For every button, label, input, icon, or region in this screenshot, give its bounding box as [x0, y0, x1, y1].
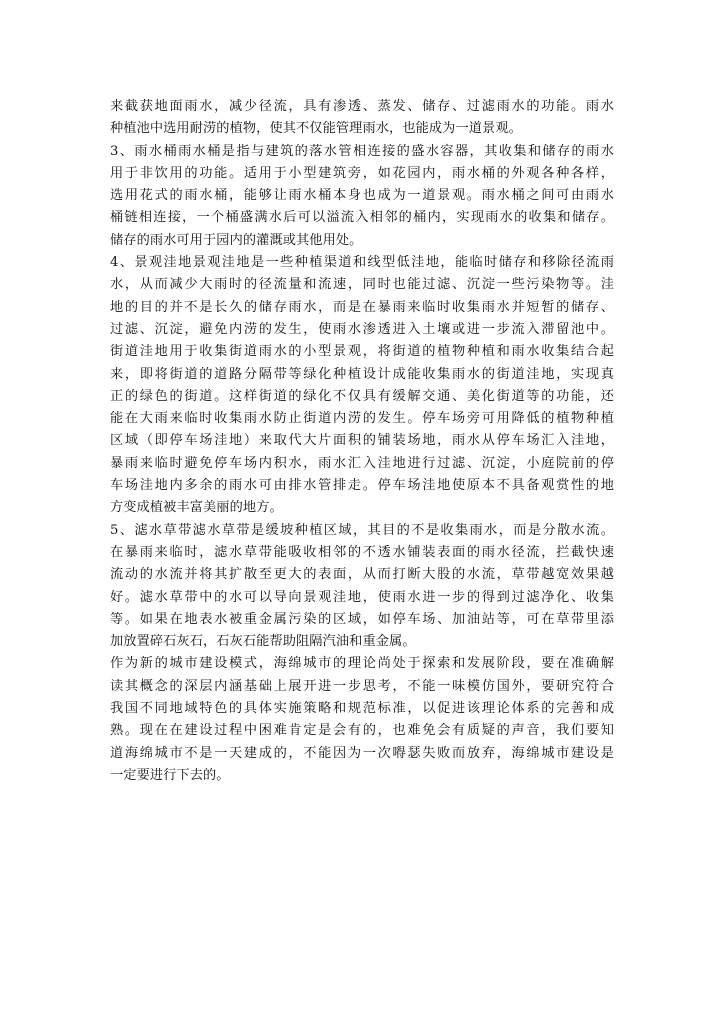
text-line: 选用花式的雨水桶，能够让雨水桶本身也成为一道景观。雨水桶之间可由雨水	[110, 188, 614, 204]
text-line: 5、滤水草带滤水草带是缓坡种植区域，其目的不是收集雨水，而是分散水流。	[110, 522, 614, 538]
text-line: 好。滤水草带中的水可以导向景观洼地，使雨水进一步的得到过滤净化、收集	[110, 589, 614, 605]
text-line: 道海绵城市不是一天建成的，不能因为一次嘚瑟失败而放弃，海绵城市建设是	[110, 745, 614, 761]
text-line: 过滤、沉淀，避免内涝的发生，使雨水渗透进入土壤或进一步流入滞留池中。	[110, 321, 614, 337]
text-line: 加放置碎石灰石，石灰石能帮助阻隔汽油和重金属。	[110, 634, 416, 650]
text-line: 车场洼地内多余的雨水可由排水管排走。停车场洼地使原本不具备观赏性的地	[110, 478, 614, 494]
text-line: 等。如果在地表水被重金属污染的区域，如停车场、加油站等，可在草带里添	[110, 611, 614, 627]
text-line: 在暴雨来临时，滤水草带能吸收相邻的不透水铺装表面的雨水径流，拦截快速	[110, 544, 614, 560]
text-line: 区域（即停车场洼地）来取代大片面积的铺装场地，雨水从停车场汇入洼地，	[110, 433, 614, 449]
text-line: 桶链相连接，一个桶盛满水后可以溢流入相邻的桶内，实现雨水的收集和储存。	[110, 210, 614, 226]
text-line: 储存的雨水可用于园内的灌溉或其他用处。	[110, 232, 363, 248]
text-line: 熟。现在在建设过程中困难肯定是会有的，也难免会有质疑的声音，我们要知	[110, 723, 614, 739]
text-line: 作为新的城市建设模式，海绵城市的理论尚处于探索和发展阶段，要在准确解	[110, 656, 614, 672]
text-line: 3、雨水桶雨水桶是指与建筑的落水管相连接的盛水容器，其收集和储存的雨水	[110, 143, 614, 159]
document-page	[110, 96, 614, 787]
text-line: 暴雨来临时避免停车场内积水，雨水汇入洼地进行过滤、沉淀，小庭院前的停	[110, 455, 614, 471]
text-line: 来截获地面雨水，减少径流，具有渗透、蒸发、储存、过滤雨水的功能。雨水	[110, 99, 614, 114]
text-line: 种植池中选用耐涝的植物，使其不仅能管理雨水，也能成为一道景观。	[110, 121, 522, 137]
text-line: 一定要进行下去的。	[110, 767, 230, 783]
text-line: 4、景观洼地景观洼地是一些种植渠道和线型低洼地，能临时储存和移除径流雨	[110, 255, 614, 271]
text-line: 能在大雨来临时收集雨水防止街道内涝的发生。停车场旁可用降低的植物种植	[110, 411, 614, 427]
text-line: 我国不同地域特色的具体实施策略和规范标准，以促进该理论体系的完善和成	[110, 701, 614, 717]
text-line: 用于非饮用的功能。适用于小型建筑旁，如花园内，雨水桶的外观各种各样，	[110, 165, 614, 181]
text-line: 街道洼地用于收集街道雨水的小型景观，将街道的植物种植和雨水收集结合起	[110, 344, 614, 360]
text-line: 读其概念的深层内涵基础上展开进一步思考，不能一味模仿国外，要研究符合	[110, 678, 614, 694]
text-line: 地的目的并不是长久的储存雨水，而是在暴雨来临时收集雨水并短暂的储存、	[110, 299, 614, 315]
text-line: 正的绿色的街道。这样街道的绿化不仅具有缓解交通、美化街道等的功能，还	[110, 388, 614, 404]
text-line: 水，从而减少大雨时的径流量和流速，同时也能过滤、沉淀一些污染物等。洼	[110, 277, 614, 293]
text-line: 方变成植被丰富美丽的地方。	[110, 500, 283, 516]
text-line: 流动的水流并将其扩散至更大的表面，从而打断大股的水流，草带越宽效果越	[110, 567, 614, 583]
text-line: 来，即将街道的道路分隔带等绿化种植设计成能收集雨水的街道洼地，实现真	[110, 366, 614, 382]
